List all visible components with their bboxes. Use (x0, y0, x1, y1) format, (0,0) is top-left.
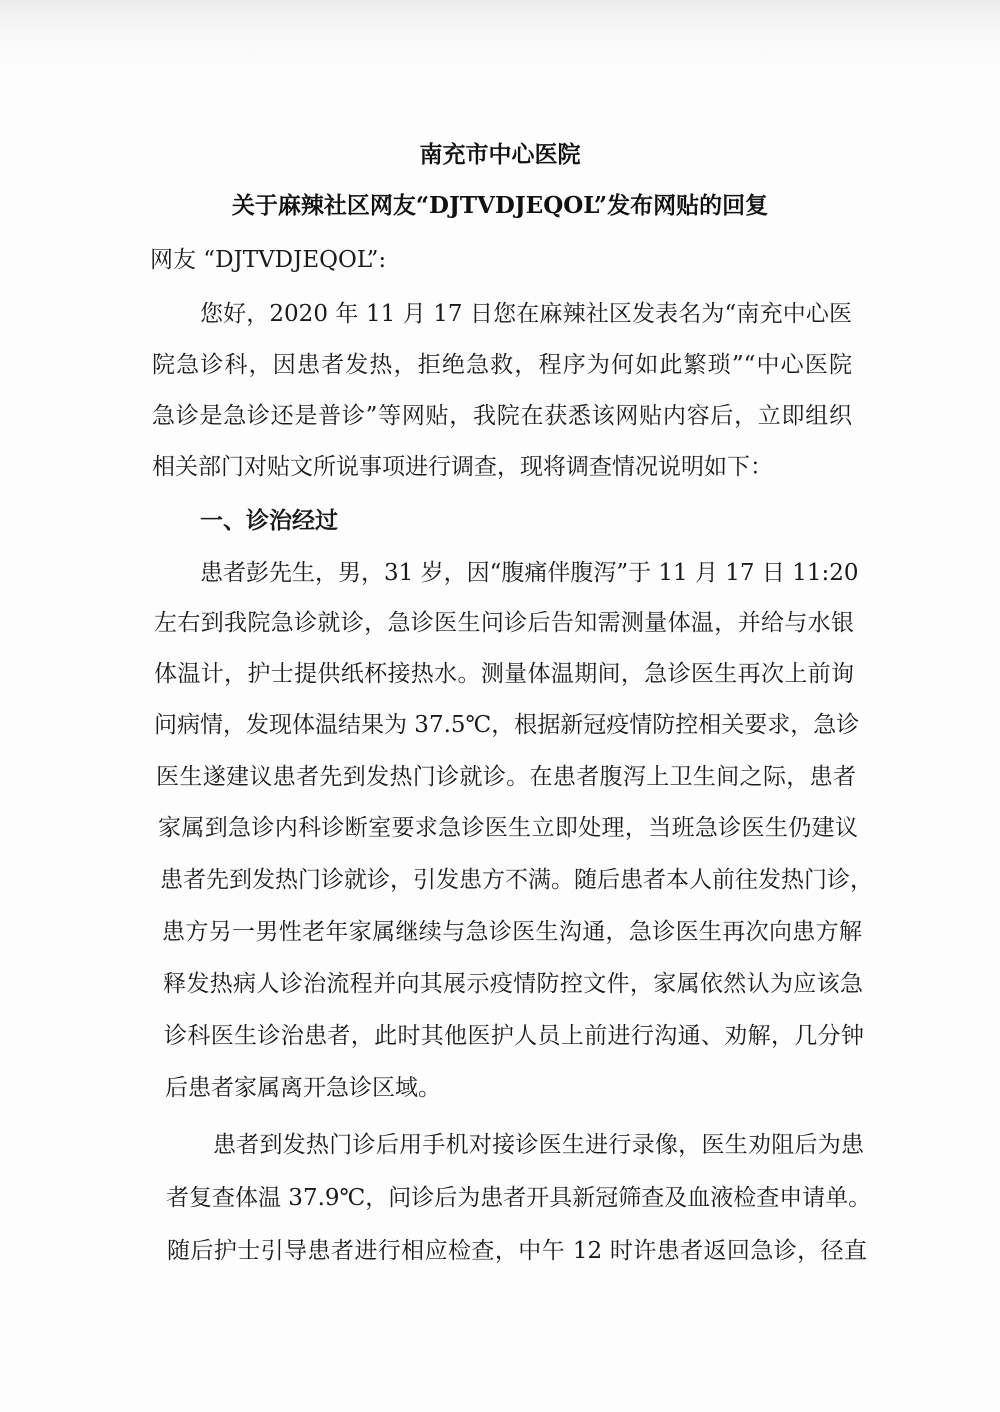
document-title: 南充市中心医院 (419, 141, 581, 168)
paragraph-line: 体温计，护士提供纸杯接热水。测量体温期间，急诊医生再次上前询 (154, 661, 854, 687)
scan-shadow (0, 0, 1000, 70)
paragraph-line: 患者到发热门诊后用手机对接诊医生进行录像，医生劝阻后为患 (213, 1132, 864, 1158)
intro-line: 您好，2020 年 11 月 17 日您在麻辣社区发表名为“南充中心医 (200, 301, 852, 327)
paragraph-line: 问病情，发现体温结果为 37.5℃，根据新冠疫情防控相关要求，急诊 (154, 712, 860, 738)
paragraph-line: 家属到急诊内科诊断室要求急诊医生立即处理，当班急诊医生仍建议 (158, 815, 858, 841)
paragraph-line: 左右到我院急诊就诊，急诊医生问诊后告知需测量体温，并给与水银 (154, 610, 854, 636)
paragraph-line: 患方另一男性老年家属继续与急诊医生沟通，急诊医生再次向患方解 (162, 919, 862, 945)
paragraph-line: 释发热病人诊治流程并向其展示疫情防控文件，家属依然认为应该急 (163, 971, 863, 997)
paragraph-line: 者复查体温 37.9℃，问诊后为患者开具新冠筛查及血液检查申请单。 (166, 1185, 872, 1211)
paragraph-line: 患者彭先生，男，31 岁，因“腹痛伴腹泻”于 11 月 17 日 11:20 (200, 560, 859, 586)
intro-line: 相关部门对贴文所说事项进行调查，现将调查情况说明如下： (152, 454, 773, 480)
salutation: 网友 “DJTVDJEQOL”: (150, 247, 387, 273)
paragraph-line: 患者先到发热门诊就诊，引发患方不满。随后患者本人前往发热门诊， (160, 867, 873, 893)
paragraph-line: 诊科医生诊治患者，此时其他医护人员上前进行沟通、劝解，几分钟 (164, 1023, 864, 1049)
paragraph-line: 随后护士引导患者进行相应检查，中午 12 时许患者返回急诊，径直 (167, 1238, 867, 1264)
intro-line: 急诊是急诊还是普诊”等网贴，我院在获悉该网贴内容后，立即组织 (152, 403, 852, 429)
paragraph-line: 后患者家属离开急诊区域。 (165, 1075, 441, 1101)
section-heading: 一、诊治经过 (200, 507, 338, 534)
intro-line: 院急诊科，因患者发热，拒绝急救，程序为何如此繁琐”“中心医院 (152, 352, 852, 378)
document-subtitle: 关于麻辣社区网友“DJTVDJEQOL”发布网贴的回复 (231, 192, 769, 219)
paragraph-line: 医生遂建议患者先到发热门诊就诊。在患者腹泻上卫生间之际，患者 (156, 764, 856, 790)
